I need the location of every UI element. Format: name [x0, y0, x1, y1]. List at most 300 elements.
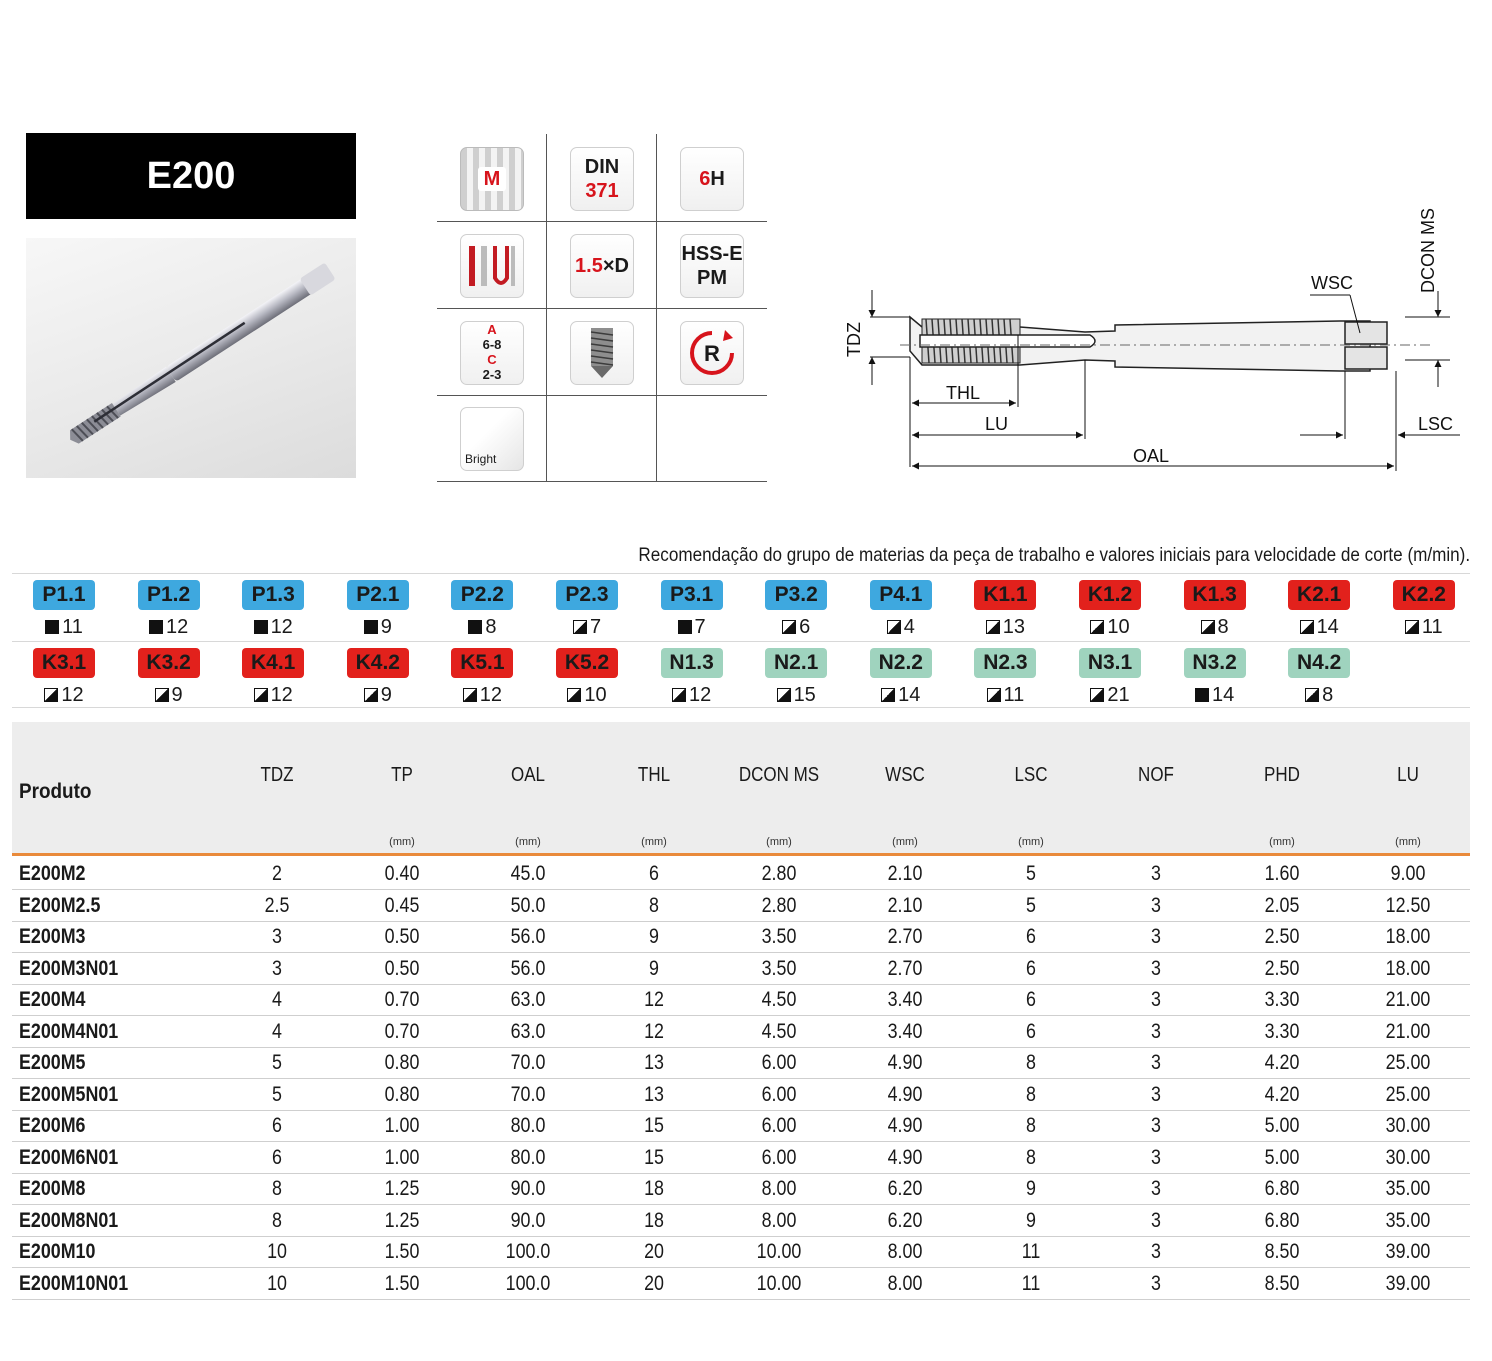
secondary-application-icon [782, 620, 796, 634]
table-cell: 100.0 [505, 1240, 551, 1263]
table-cell: 30.00 [1385, 1114, 1431, 1137]
cutting-speed [430, 614, 534, 640]
cutting-speed-value: 7 [694, 615, 706, 638]
table-cell: 2.50 [1264, 925, 1300, 948]
cutting-speed [12, 682, 116, 708]
material-item [1267, 580, 1371, 640]
column-header: THL [637, 764, 671, 786]
table-cell: 6 [1026, 1019, 1036, 1043]
table-cell: 3 [1151, 1240, 1161, 1263]
material-badge: K3.1 [33, 648, 95, 678]
table-cell: 5 [272, 1051, 282, 1074]
column-header: OAL [510, 764, 546, 786]
cutting-speed [1058, 614, 1162, 640]
table-cell: 3 [272, 956, 282, 980]
material-item [430, 648, 534, 708]
table-cell: 8.00 [761, 1177, 797, 1200]
secondary-application-icon [887, 620, 901, 634]
table-cell: 9 [649, 956, 659, 980]
material-badge: N2.2 [870, 648, 932, 678]
table-cell: 6 [272, 1145, 282, 1169]
material-item [1058, 580, 1162, 640]
product-code: E200M2.5 [19, 893, 101, 917]
table-cell: 1.25 [384, 1208, 420, 1232]
table-cell: 25.00 [1385, 1082, 1431, 1106]
column-header: TP [391, 764, 413, 786]
column-unit: (mm) [1395, 836, 1421, 848]
table-cell: 3 [1151, 988, 1161, 1011]
table-cell: 2.5 [264, 893, 290, 917]
tdz-label: TDZ [844, 322, 864, 357]
cutting-speed [117, 682, 221, 708]
table-cell: 6.80 [1264, 1177, 1300, 1200]
table-cell: 1.60 [1264, 862, 1300, 885]
secondary-application-icon [1405, 620, 1419, 634]
cutting-speed [221, 614, 325, 640]
depth-icon [570, 234, 634, 298]
product-code: E200M10N01 [19, 1271, 129, 1295]
material-badge: K1.2 [1079, 580, 1141, 610]
standard-icon [570, 147, 634, 211]
cutting-speed [12, 614, 116, 640]
cutting-speed-value: 8 [1322, 683, 1334, 706]
material-item [1163, 648, 1267, 708]
recommendation-text: Recomendação do grupo de materias da peça de trabalho e valores iniciais para velocidade de corte (m/min). [638, 545, 1470, 566]
secondary-application-icon [1305, 688, 1319, 702]
table-cell: 70.0 [510, 1082, 546, 1106]
column-unit: (mm) [515, 836, 541, 848]
cutting-speed-value: 12 [479, 683, 503, 706]
table-cell: 3 [1151, 1114, 1161, 1137]
table-row [12, 954, 1470, 985]
material-item [117, 648, 221, 708]
cutting-speed-value: 12 [270, 683, 293, 706]
table-cell: 3 [1151, 956, 1161, 980]
material-badge: N3.1 [1079, 648, 1141, 678]
table-cell: 56.0 [510, 956, 546, 980]
material-badge: K3.2 [138, 648, 200, 678]
material-badge: P2.3 [556, 580, 618, 610]
primary-application-icon [364, 620, 378, 634]
column-unit: (mm) [766, 836, 792, 848]
table-cell: 8 [272, 1208, 282, 1232]
table-cell: 80.0 [510, 1145, 546, 1169]
material-badge: K2.2 [1393, 580, 1455, 610]
table-cell: 4.20 [1264, 1051, 1300, 1074]
column-header: WSC [885, 764, 925, 786]
table-row [12, 1111, 1470, 1142]
thread-type-icon [460, 147, 524, 211]
secondary-application-icon [364, 688, 378, 702]
coating-icon [460, 407, 524, 471]
thl-label: THL [946, 383, 981, 403]
table-cell: 5 [272, 1082, 282, 1106]
material-badge: K1.3 [1184, 580, 1246, 610]
chamfer-a-value: 6-8 [482, 337, 502, 353]
table-cell: 0.80 [384, 1082, 420, 1106]
material-item [744, 648, 848, 708]
thread-form-icon [570, 321, 634, 385]
lsc-label: LSC [1418, 414, 1454, 434]
material-item [430, 580, 534, 640]
cutting-speed-value: 12 [165, 615, 189, 638]
material-badge: P3.1 [661, 580, 723, 610]
table-cell: 3 [1151, 1051, 1161, 1074]
table-cell: 9 [1026, 1177, 1036, 1200]
material-badge: N1.3 [661, 648, 723, 678]
rotation-icon [680, 321, 744, 385]
product-code: E200M6 [19, 1114, 86, 1137]
cutting-speed [849, 614, 953, 640]
material-item [640, 580, 744, 640]
secondary-application-icon [1300, 620, 1314, 634]
table-cell: 5.00 [1264, 1145, 1300, 1169]
table-cell: 3.40 [887, 988, 923, 1011]
product-code: E200M3N01 [19, 956, 119, 980]
cutting-speed [640, 614, 744, 640]
cutting-speed [953, 614, 1057, 640]
cutting-speed-value: 7 [589, 615, 602, 638]
table-cell: 2.10 [887, 862, 923, 885]
material-badge: K5.2 [556, 648, 618, 678]
cutting-speed-value: 14 [1211, 683, 1235, 706]
table-cell: 3 [1151, 862, 1161, 885]
table-cell: 8 [1026, 1082, 1036, 1106]
table-cell: 0.40 [384, 862, 420, 885]
material-row-2 [12, 641, 1470, 708]
cutting-speed-value: 11 [1421, 615, 1443, 638]
cutting-speed [221, 682, 325, 708]
table-row [12, 985, 1470, 1016]
cutting-speed-value: 8 [1217, 615, 1229, 638]
material-item [744, 580, 848, 640]
table-cell: 30.00 [1385, 1145, 1431, 1169]
column-header: LSC [1014, 764, 1048, 786]
table-cell: 21.00 [1385, 1019, 1431, 1043]
column-header: TDZ [260, 764, 294, 786]
product-code: E200M8N01 [19, 1208, 119, 1232]
table-cell: 0.70 [384, 988, 420, 1011]
table-cell: 9.00 [1390, 862, 1426, 885]
table-cell: 35.00 [1385, 1208, 1431, 1232]
table-cell: 8 [1026, 1114, 1036, 1137]
table-row [12, 1269, 1470, 1300]
cutting-speed-value: 21 [1107, 683, 1130, 706]
table-cell: 6 [272, 1114, 282, 1137]
table-row [12, 859, 1470, 890]
column-unit: (mm) [1269, 836, 1295, 848]
secondary-application-icon [44, 688, 58, 702]
rotation-label: R [704, 341, 720, 366]
standard-top: DIN [584, 156, 620, 178]
table-cell: 2 [272, 862, 282, 885]
table-cell: 2.50 [1264, 956, 1300, 980]
table-cell: 3.30 [1264, 1019, 1300, 1043]
cutting-speed-value: 4 [903, 615, 915, 638]
table-cell: 8 [649, 893, 659, 917]
secondary-application-icon [573, 620, 587, 634]
material-badge: K4.1 [242, 648, 304, 678]
cutting-speed [1267, 614, 1371, 640]
table-cell: 4.20 [1264, 1082, 1300, 1106]
chamfer-c-value: 2-3 [482, 366, 502, 382]
table-cell: 6 [1026, 956, 1036, 980]
cutting-speed-value: 15 [793, 683, 816, 706]
depth-multiplier: ×D [602, 255, 629, 277]
table-cell: 0.45 [384, 893, 420, 917]
wsc-label: WSC [1311, 273, 1353, 293]
secondary-application-icon [1090, 620, 1104, 634]
table-cell: 3 [272, 925, 282, 948]
material-item [953, 648, 1057, 708]
table-cell: 6 [1026, 988, 1036, 1011]
material-badge: K5.1 [451, 648, 513, 678]
material-item [1058, 648, 1162, 708]
material-item [326, 580, 430, 640]
table-cell: 2.80 [761, 862, 797, 885]
table-cell: 8 [1026, 1051, 1036, 1074]
cutting-speed-value: 6 [799, 615, 811, 638]
spec-icon-grid [437, 134, 767, 482]
standard-number: 371 [585, 180, 619, 202]
table-cell: 4.90 [887, 1082, 923, 1106]
table-cell: 3.50 [761, 956, 797, 980]
table-cell: 5 [1026, 862, 1036, 885]
product-title: E200 [26, 133, 356, 219]
tool-material-icon [680, 234, 744, 298]
table-cell: 6.20 [887, 1177, 923, 1200]
table-cell: 6 [649, 862, 659, 885]
table-cell: 1.00 [384, 1114, 420, 1137]
material-item [849, 648, 953, 708]
table-cell: 3 [1151, 925, 1161, 948]
table-cell: 8.50 [1264, 1271, 1300, 1295]
table-cell: 12 [644, 1019, 664, 1043]
table-cell: 9 [1026, 1208, 1036, 1232]
table-cell: 3 [1151, 1208, 1161, 1232]
table-cell: 63.0 [510, 988, 546, 1011]
table-cell: 5 [1026, 893, 1036, 917]
table-cell: 2.05 [1264, 893, 1300, 917]
table-cell: 2.70 [887, 925, 923, 948]
cutting-speed-value: 10 [1107, 615, 1130, 638]
oal-label: OAL [1133, 446, 1170, 466]
table-cell: 20 [644, 1271, 664, 1295]
table-cell: 8.00 [761, 1208, 797, 1232]
material-badge: P4.1 [870, 580, 932, 610]
table-cell: 4 [272, 1019, 282, 1043]
chamfer-c-label: C [487, 352, 497, 367]
table-cell: 21.00 [1385, 988, 1431, 1011]
product-code: E200M10 [19, 1240, 96, 1263]
primary-application-icon [149, 620, 163, 634]
table-row [12, 1237, 1470, 1268]
table-cell: 4.50 [761, 988, 797, 1011]
material-badge: P2.2 [451, 580, 513, 610]
secondary-application-icon [987, 688, 1001, 702]
table-cell: 0.50 [384, 956, 420, 980]
cutting-speed-value: 12 [270, 615, 293, 638]
table-cell: 15 [644, 1145, 664, 1169]
table-header [12, 722, 1470, 856]
table-cell: 0.70 [384, 1019, 420, 1043]
table-cell: 0.80 [384, 1051, 420, 1074]
material-badge: P1.3 [242, 580, 304, 610]
table-cell: 6.00 [761, 1082, 797, 1106]
table-cell: 18 [644, 1177, 664, 1200]
material-badge: K2.1 [1288, 580, 1350, 610]
cutting-speed-value: 13 [1002, 615, 1026, 638]
table-row [12, 1048, 1470, 1079]
table-cell: 1.00 [384, 1145, 420, 1169]
table-cell: 10.00 [756, 1240, 802, 1263]
table-cell: 0.50 [384, 925, 420, 948]
cutting-speed [1163, 614, 1267, 640]
table-cell: 3.40 [887, 1019, 923, 1043]
product-code: E200M2 [19, 862, 86, 885]
table-cell: 4.90 [887, 1114, 923, 1137]
primary-application-icon [468, 620, 482, 634]
tolerance-number: 6 [699, 168, 711, 190]
material-badge: K4.2 [347, 648, 409, 678]
product-code: E200M6N01 [19, 1145, 119, 1169]
material-badge: N3.2 [1184, 648, 1246, 678]
secondary-application-icon [254, 688, 268, 702]
table-row [12, 1080, 1470, 1111]
table-cell: 8.00 [887, 1240, 923, 1263]
cutting-speed [535, 682, 639, 708]
material-item [849, 580, 953, 640]
table-cell: 4 [272, 988, 282, 1011]
column-header: PHD [1264, 764, 1300, 786]
cutting-speed-value: 9 [171, 683, 183, 706]
cutting-speed [744, 682, 848, 708]
table-cell: 4.90 [887, 1145, 923, 1169]
table-row [12, 891, 1470, 922]
cutting-speed-value: 11 [1003, 683, 1025, 706]
cutting-speed [117, 614, 221, 640]
cutting-speed-value: 14 [898, 683, 921, 706]
product-code: E200M8 [19, 1177, 86, 1200]
material-badge: N4.2 [1288, 648, 1350, 678]
secondary-application-icon [463, 688, 477, 702]
material-item [326, 648, 430, 708]
primary-application-icon [678, 620, 692, 634]
column-unit: (mm) [1018, 836, 1044, 848]
cutting-speed [744, 614, 848, 640]
table-cell: 11 [1021, 1271, 1041, 1295]
secondary-application-icon [567, 688, 581, 702]
material-item [1267, 648, 1371, 708]
primary-application-icon [254, 620, 268, 634]
table-cell: 8 [272, 1177, 282, 1200]
tool-material-line1: HSS-E [681, 243, 743, 265]
table-cell: 45.0 [510, 862, 546, 885]
table-cell: 63.0 [510, 1019, 546, 1043]
tolerance-icon [680, 147, 744, 211]
table-cell: 6 [1026, 925, 1036, 948]
material-badge: P3.2 [765, 580, 827, 610]
table-cell: 3 [1151, 1271, 1161, 1295]
material-badge: K1.1 [974, 580, 1036, 610]
depth-number: 1.5 [575, 255, 603, 277]
tolerance-letter: H [710, 168, 725, 190]
table-row [12, 1143, 1470, 1174]
table-cell: 39.00 [1385, 1271, 1431, 1295]
material-badge: P1.2 [138, 580, 200, 610]
table-cell: 80.0 [510, 1114, 546, 1137]
table-row [12, 1174, 1470, 1205]
material-item [535, 580, 639, 640]
cutting-speed [849, 682, 953, 708]
column-unit: (mm) [389, 836, 415, 848]
table-cell: 2.70 [887, 956, 923, 980]
table-cell: 6.00 [761, 1114, 797, 1137]
material-badge: N2.1 [765, 648, 827, 678]
table-cell: 13 [644, 1082, 664, 1106]
table-row [12, 922, 1470, 953]
cutting-speed [535, 614, 639, 640]
material-item [12, 580, 116, 640]
table-cell: 10 [267, 1240, 287, 1263]
table-cell: 3 [1151, 1145, 1161, 1169]
table-cell: 56.0 [510, 925, 546, 948]
material-item [1372, 580, 1476, 640]
secondary-application-icon [777, 688, 791, 702]
table-cell: 4.90 [887, 1051, 923, 1074]
secondary-application-icon [986, 620, 1000, 634]
secondary-application-icon [1090, 688, 1104, 702]
table-cell: 18 [644, 1208, 664, 1232]
table-cell: 8.00 [887, 1271, 923, 1295]
material-item [640, 648, 744, 708]
product-code: E200M3 [19, 925, 86, 948]
table-cell: 50.0 [510, 893, 546, 917]
table-cell: 1.50 [384, 1240, 420, 1263]
table-cell: 6.00 [761, 1145, 797, 1169]
table-cell: 5.00 [1264, 1114, 1300, 1137]
cutting-speed [1163, 682, 1267, 708]
cutting-speed [1267, 682, 1371, 708]
table-cell: 8 [1026, 1145, 1036, 1169]
table-cell: 18.00 [1385, 956, 1431, 980]
table-cell: 10 [267, 1271, 287, 1295]
tool-material-line2: PM [697, 267, 727, 289]
column-header: LU [1397, 764, 1419, 786]
chamfer-icon [460, 321, 524, 385]
cutting-speed [430, 682, 534, 708]
table-cell: 39.00 [1385, 1240, 1431, 1263]
column-header: NOF [1138, 764, 1174, 786]
product-code: E200M5N01 [19, 1082, 119, 1106]
cutting-speed-value: 9 [380, 615, 392, 638]
cutting-speed-value: 11 [62, 615, 83, 638]
table-cell: 35.00 [1385, 1177, 1431, 1200]
table-cell: 3.50 [761, 925, 797, 948]
cutting-speed [1058, 682, 1162, 708]
cutting-speed [326, 682, 430, 708]
table-cell: 3 [1151, 1082, 1161, 1106]
table-cell: 9 [649, 925, 659, 948]
table-cell: 13 [644, 1051, 664, 1074]
material-badge: N2.3 [974, 648, 1036, 678]
cutting-speed-value: 14 [1316, 615, 1339, 638]
material-item [221, 580, 325, 640]
table-cell: 6.00 [761, 1051, 797, 1074]
cutting-speed [640, 682, 744, 708]
table-cell: 20 [644, 1240, 664, 1263]
secondary-application-icon [672, 688, 686, 702]
